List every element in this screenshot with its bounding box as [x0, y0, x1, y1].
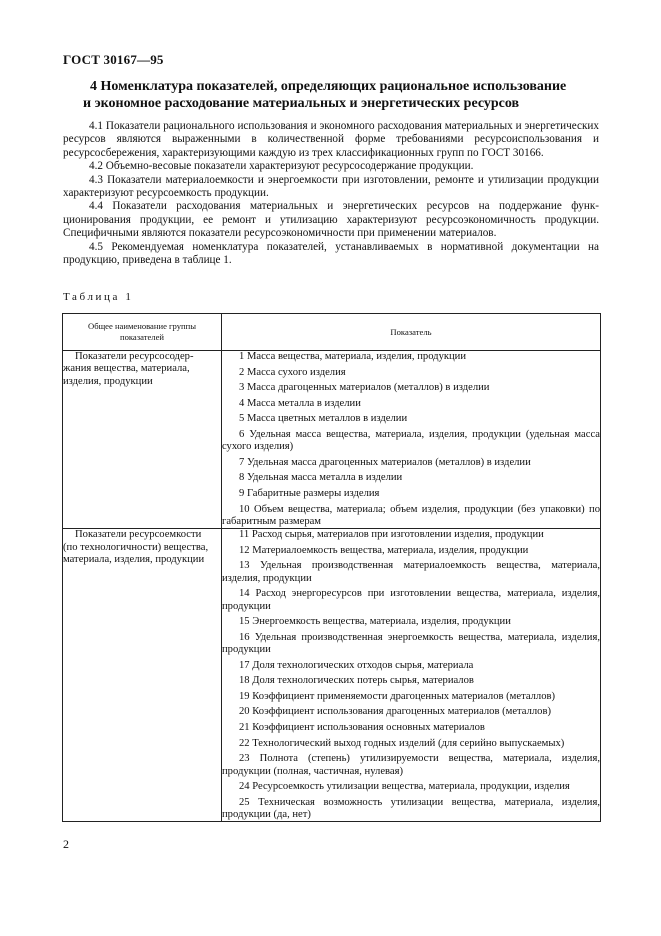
indicator-6: 6 Удельная масса вещества, материала, изделия, продукции (удельная масса сухого изделия): [222, 428, 600, 453]
section-title-line-2: и экономное расходование материальных и энергетических ресурсов: [83, 96, 520, 111]
paragraph-4-5: 4.5 Рекомендуемая номенклатура показателей, устанавливаемых в нормативной документации на продукцию, приведена в таблице 1.: [63, 240, 599, 267]
group-2-name-line-1: Показатели ресурсоемкости: [75, 529, 202, 541]
document-code: ГОСТ 30167—95: [63, 52, 164, 67]
group-1-name: [63, 351, 222, 529]
indicator-25: 25 Техническая возможность утилизации вещества, материала, изделия, продукции (да, нет): [222, 796, 600, 821]
indicator-2: 2 Масса сухого изделия: [239, 366, 346, 378]
indicator-7: 7 Удельная масса драгоценных материалов (металлов) в изделии: [239, 456, 531, 468]
section-title: [83, 78, 610, 112]
indicator-23: 23 Полнота (степень) утилизируемости вещества, материала, изделия, продукции (полная, частичная, нулевая): [222, 753, 600, 777]
table-header-row: [63, 314, 601, 351]
indicators-table: [62, 313, 601, 822]
section-body: [63, 120, 599, 267]
header-indicator: Показатель: [222, 314, 601, 351]
group-2-indicators: [222, 529, 601, 822]
paragraph-4-1: 4.1 Показатели рационального использования и экономного расходования материальных и энергетических ресурсов являются выраженными в количественной форме требованиями ресурсоиспользования и ресурсосбережения, характеризующими каждую из трех классификационных групп по ГОСТ 30166.: [63, 120, 599, 159]
paragraph-4-2: 4.2 Объемно-весовые показатели характеризуют ресурсосодержание продукции.: [89, 160, 474, 173]
table-row-group-1: [63, 351, 601, 529]
group-2-name-line-2: (по технологичности) вещества,: [63, 541, 209, 553]
indicator-4: 4 Масса металла в изделии: [239, 397, 361, 409]
indicator-3: 3 Масса драгоценных материалов (металлов) в изделии: [239, 382, 490, 394]
indicator-10: 10 Объем вещества, материала; объем изделия, продукции (без упаковки) по габаритным размерам: [222, 503, 600, 527]
group-1-indicators: [222, 351, 601, 529]
indicator-19: 19 Коэффициент применяемости драгоценных материалов (металлов): [239, 690, 556, 702]
header-group-name: [63, 314, 222, 351]
section-title-line-1: 4 Номенклатура показателей, определяющих рациональное использование: [90, 79, 567, 94]
indicator-14: 14 Расход энергоресурсов при изготовлении вещества, материала, изделия, продукции: [222, 588, 600, 612]
paragraph-4-4: 4.4 Показатели расходования материальных и энергетических ресурсов на поддержание функционирования продукции, ее ремонт и утилизацию характеризуют ресурсоэкономичность продукции. Специфичными являются показатели ресурсоэкономичности при применении материалов.: [63, 200, 599, 240]
indicator-13: 13 Удельная производственная материалоемкость вещества, материала, изделия, продукции: [222, 560, 600, 584]
indicator-9: 9 Габаритные размеры изделия: [239, 488, 380, 500]
indicator-1: 1 Масса вещества, материала, изделия, продукции: [239, 351, 467, 362]
indicator-24: 24 Ресурсоемкость утилизации вещества, материала, продукции, изделия: [239, 781, 570, 793]
indicator-18: 18 Доля технологических потерь сырья, материалов: [239, 675, 474, 687]
indicator-20: 20 Коэффициент использования драгоценных материалов (металлов): [239, 706, 551, 718]
group-1-name-line-1: Показатели ресурсосодер-: [75, 351, 194, 362]
table-caption: Таблица 1: [63, 291, 134, 303]
group-1-name-line-3: изделия, продукции: [63, 375, 153, 387]
indicator-5: 5 Масса цветных металлов в изделии: [239, 413, 408, 425]
indicator-21: 21 Коэффициент использования основных материалов: [239, 722, 485, 734]
indicator-17: 17 Доля технологических отходов сырья, материала: [239, 659, 474, 671]
indicator-8: 8 Удельная масса металла в изделии: [239, 472, 403, 484]
group-2-name-line-3: материала, изделия, продукции: [63, 553, 205, 565]
indicator-22: 22 Технологический выход годных изделий (для серийно выпускаемых): [239, 737, 565, 749]
group-1-name-line-2: жания вещества, материала,: [63, 363, 190, 375]
table-row-group-2: [63, 529, 601, 822]
header-group-name-line-1: Общее наименование группы: [87, 321, 197, 331]
indicator-11: 11 Расход сырья, материалов при изготовлении изделия, продукции: [239, 529, 544, 541]
indicator-16: 16 Удельная производственная энергоемкость вещества, материала, изделия, продукции: [222, 631, 600, 656]
header-group-name-line-2: показателей: [119, 332, 164, 342]
indicator-12: 12 Материалоемкость вещества, материала, изделия, продукции: [239, 544, 529, 556]
paragraph-4-3: 4.3 Показатели материалоемкости и энергоемкости при изготовлении, ремонте и утилизации продукции характеризуют ресурсоемкость продукции.: [63, 173, 599, 200]
group-2-name: [63, 529, 222, 822]
page-number: 2: [63, 837, 69, 851]
indicator-15: 15 Энергоемкость вещества, материала, изделия, продукции: [239, 616, 511, 628]
